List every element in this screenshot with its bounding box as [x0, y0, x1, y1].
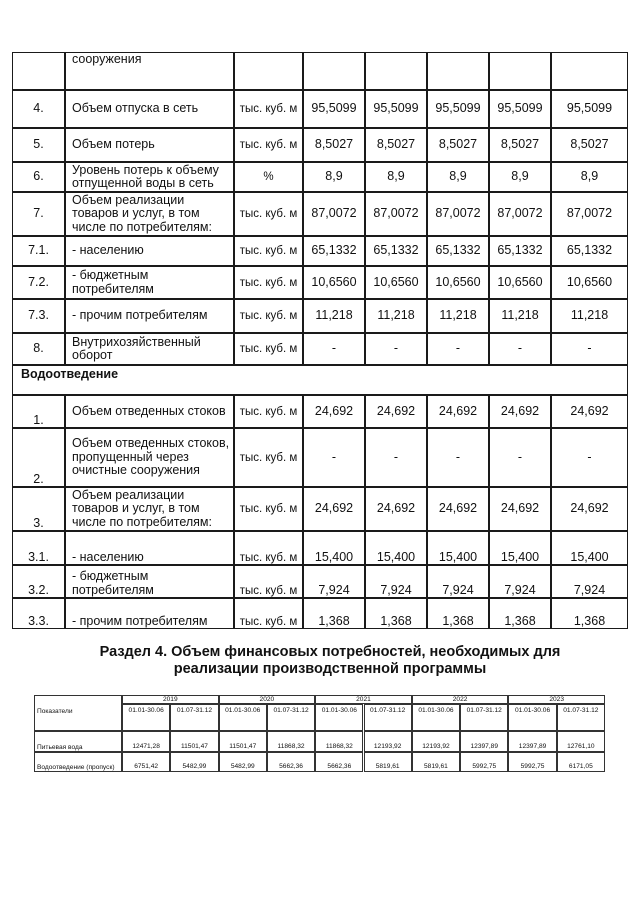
indicator-name: [65, 192, 234, 236]
value-cell: [427, 487, 489, 531]
section-4-title: Раздел 4. Объем финансовых потребностей, необходимых для реализации производственной программы: [99, 644, 561, 677]
year-header: 2023: [508, 695, 605, 704]
finance-value: 11501,47: [219, 731, 267, 752]
value-cell: [551, 299, 628, 333]
value-cell: [365, 192, 427, 236]
value-cell: [303, 52, 365, 90]
value-cell: [489, 90, 551, 128]
value-cell-text: 10,6560: [566, 274, 613, 289]
value-cell: [489, 162, 551, 192]
value-cell-text: 87,0072: [311, 206, 357, 221]
value-cell: [365, 395, 427, 428]
period-header: 01.07-31.12: [460, 704, 508, 731]
value-cell-text: -: [455, 449, 461, 464]
value-cell: [303, 266, 365, 299]
period-header: 01.07-31.12: [364, 704, 412, 731]
unit-cell: [234, 299, 303, 333]
value-cell-text: -: [393, 341, 399, 356]
value-cell-text: 65,1332: [373, 243, 419, 258]
value-cell-text: -: [331, 449, 337, 464]
value-cell: [489, 52, 551, 90]
row-number-text: 6.: [33, 169, 44, 184]
value-cell: [551, 90, 628, 128]
unit-cell: [234, 236, 303, 266]
indicator-name: [65, 598, 234, 629]
value-cell-text: 7,924: [573, 582, 606, 597]
row-number-text: 7.3.: [28, 308, 49, 323]
row-number: [12, 90, 65, 128]
value-cell: [365, 333, 427, 365]
finance-value: 5482,99: [219, 752, 267, 772]
finance-value: 11868,32: [267, 731, 315, 752]
indicator-name-text: Объем реализации товаров и услуг, в том числе по потребителям:: [72, 192, 212, 234]
value-cell-text: 24,692: [500, 403, 540, 418]
row-number-text: 3.: [33, 515, 44, 530]
value-cell-text: 95,5099: [497, 101, 543, 116]
unit-cell-text: тыс. куб. м: [239, 585, 298, 597]
value-cell: [551, 487, 628, 531]
row-number: [12, 128, 65, 162]
value-cell-text: 65,1332: [497, 243, 543, 258]
unit-cell-text: тыс. куб. м: [239, 276, 298, 289]
value-cell: [303, 90, 365, 128]
value-cell: [365, 266, 427, 299]
row-number-text: 1.: [33, 412, 44, 427]
value-cell-text: 7,924: [442, 582, 474, 597]
value-cell: [303, 162, 365, 192]
row-number: [12, 598, 65, 629]
row-number: [12, 162, 65, 192]
value-cell-text: 24,692: [376, 501, 416, 516]
value-cell: [489, 428, 551, 487]
period-header: 01.01-30.06: [508, 704, 556, 731]
value-cell-text: 24,692: [376, 403, 416, 418]
value-cell: [365, 565, 427, 598]
unit-cell-text: тыс. куб. м: [239, 552, 298, 564]
value-cell-text: -: [517, 449, 523, 464]
value-cell-text: 15,400: [570, 549, 609, 564]
value-cell-text: 87,0072: [566, 206, 613, 221]
finance-value: 11868,32: [315, 731, 363, 752]
value-cell-text: 15,400: [376, 549, 416, 564]
value-cell-text: 95,5099: [373, 101, 419, 116]
unit-cell-text: тыс. куб. м: [239, 503, 298, 515]
value-cell: [551, 565, 628, 598]
value-cell: [427, 395, 489, 428]
period-header: 01.01-30.06: [412, 704, 460, 731]
value-cell: [551, 162, 628, 192]
unit-cell-text: %: [263, 171, 274, 183]
indicator-name: [65, 90, 234, 128]
indicator-name-text: Объем потерь: [72, 137, 155, 152]
value-cell-text: 15,400: [438, 549, 478, 564]
value-cell-text: 24,692: [438, 501, 478, 516]
value-cell: [489, 236, 551, 266]
value-cell: [365, 52, 427, 90]
finance-value: 5819,61: [412, 752, 460, 772]
value-cell: [365, 428, 427, 487]
value-cell: [489, 192, 551, 236]
row-number: [12, 192, 65, 236]
value-cell-text: 11,218: [315, 308, 353, 323]
value-cell: [365, 531, 427, 565]
value-cell-text: 8,9: [387, 169, 405, 184]
value-cell: [427, 162, 489, 192]
year-header: 2019: [122, 695, 219, 704]
value-cell-text: 24,692: [438, 403, 478, 418]
indicator-name-text: - бюджетным потребителям: [72, 569, 154, 597]
year-header: 2021: [315, 695, 412, 704]
unit-cell: [234, 428, 303, 487]
finance-value: 12471,28: [122, 731, 170, 752]
indicator-name-text: Объем отпуска в сеть: [72, 101, 199, 116]
finance-value: 12193,92: [364, 731, 412, 752]
value-cell: [427, 299, 489, 333]
value-cell: [303, 531, 365, 565]
value-cell-text: 11,218: [501, 308, 539, 323]
value-cell: [551, 128, 628, 162]
row-number: [12, 52, 65, 90]
unit-cell: [234, 565, 303, 598]
indicator-name: [65, 487, 234, 531]
value-cell-text: 8,5027: [376, 137, 416, 152]
value-cell-text: 11,218: [439, 308, 477, 323]
value-cell-text: 95,5099: [435, 101, 481, 116]
row-number-text: 7.1.: [28, 243, 49, 258]
value-cell-text: 10,6560: [497, 274, 543, 289]
row-number-text: 3.3.: [28, 613, 49, 628]
finance-value: 11501,47: [170, 731, 218, 752]
value-cell-text: 7,924: [504, 582, 536, 597]
value-cell: [427, 90, 489, 128]
value-cell: [365, 299, 427, 333]
value-cell: [427, 192, 489, 236]
value-cell: [303, 128, 365, 162]
row-number: [12, 333, 65, 365]
value-cell-text: 7,924: [318, 582, 350, 597]
indicator-name-text: - бюджетным потребителям: [72, 268, 154, 296]
finance-value: 12761,10: [557, 731, 605, 752]
value-cell-text: -: [587, 449, 592, 464]
indicator-name-text: Уровень потерь к объему отпущенной воды в сеть: [72, 162, 219, 190]
value-cell: [303, 333, 365, 365]
value-cell-text: 8,9: [449, 169, 467, 184]
indicator-name-text: Объем реализации товаров и услуг, в том числе по потребителям:: [72, 487, 212, 529]
value-cell-text: 10,6560: [435, 274, 481, 289]
row-number: [12, 487, 65, 531]
value-cell-text: 8,9: [325, 169, 343, 184]
period-header: 01.01-30.06: [315, 704, 363, 731]
value-cell: [303, 487, 365, 531]
value-cell-text: 24,692: [500, 501, 540, 516]
section-water-disposal-text: Водоотведение: [21, 367, 119, 381]
indicator-name: [65, 236, 234, 266]
value-cell-text: -: [393, 449, 399, 464]
value-cell-text: -: [587, 341, 592, 356]
unit-cell-text: тыс. куб. м: [239, 616, 298, 628]
value-cell: [551, 236, 628, 266]
row-number-text: 7.: [33, 206, 44, 221]
row-number-text: 3.2.: [28, 582, 49, 597]
value-cell: [551, 333, 628, 365]
unit-cell: [234, 487, 303, 531]
value-cell: [551, 395, 628, 428]
finance-value: 12397,89: [460, 731, 508, 752]
finance-value: 5992,75: [508, 752, 556, 772]
value-cell: [365, 162, 427, 192]
unit-cell: [234, 598, 303, 629]
unit-cell-text: тыс. куб. м: [239, 405, 298, 418]
finance-value: 12397,89: [508, 731, 556, 752]
unit-cell: [234, 162, 303, 192]
finance-value: 5662,36: [315, 752, 363, 772]
value-cell: [427, 531, 489, 565]
unit-cell-text: тыс. куб. м: [239, 451, 298, 464]
unit-cell-text: тыс. куб. м: [239, 208, 298, 220]
value-cell: [489, 333, 551, 365]
finance-value: 5482,99: [170, 752, 218, 772]
indicator-name: [65, 333, 234, 365]
unit-cell: [234, 52, 303, 90]
value-cell: [489, 395, 551, 428]
value-cell: [551, 531, 628, 565]
value-cell-text: 15,400: [500, 549, 540, 564]
value-cell: [303, 565, 365, 598]
unit-cell: [234, 266, 303, 299]
row-number: [12, 428, 65, 487]
finance-row-label: Водоотведение (пропуск): [34, 752, 122, 772]
value-cell-text: 1,368: [442, 613, 474, 628]
value-cell: [489, 266, 551, 299]
indicator-name-text: - прочим потребителям: [72, 613, 208, 628]
value-cell: [551, 428, 628, 487]
header-label: Показатели: [34, 695, 122, 731]
value-cell: [427, 598, 489, 629]
value-cell-text: -: [517, 341, 523, 356]
indicator-name-text: Объем отведенных стоков, пропущенный через очистные сооружения: [72, 436, 230, 478]
value-cell: [427, 428, 489, 487]
value-cell-text: 24,692: [570, 403, 609, 418]
value-cell-text: 8,5027: [570, 137, 609, 152]
value-cell-text: 1,368: [504, 613, 536, 628]
value-cell-text: 1,368: [573, 613, 606, 628]
value-cell-text: 7,924: [380, 582, 412, 597]
indicator-name: [65, 531, 234, 565]
row-number-text: 3.1.: [28, 549, 49, 564]
unit-cell: [234, 90, 303, 128]
value-cell: [551, 266, 628, 299]
value-cell-text: 24,692: [314, 403, 354, 418]
value-cell-text: 8,5027: [438, 137, 478, 152]
finance-value: 5819,61: [364, 752, 412, 772]
unit-cell-text: тыс. куб. м: [239, 139, 298, 151]
value-cell-text: 95,5099: [566, 101, 613, 116]
period-header: 01.01-30.06: [219, 704, 267, 731]
value-cell-text: 11,218: [570, 308, 609, 323]
finance-value: 12193,92: [412, 731, 460, 752]
value-cell: [365, 598, 427, 629]
value-cell: [489, 598, 551, 629]
unit-cell-text: тыс. куб. м: [239, 103, 298, 115]
row-number: [12, 236, 65, 266]
indicator-name-text: - населению: [72, 243, 144, 258]
unit-cell-text: тыс. куб. м: [239, 310, 298, 322]
value-cell: [303, 192, 365, 236]
finance-value: 5662,36: [267, 752, 315, 772]
row-number-text: 8.: [33, 341, 44, 356]
value-cell-text: 1,368: [318, 613, 350, 628]
value-cell: [427, 52, 489, 90]
value-cell: [551, 192, 628, 236]
row-number: [12, 565, 65, 598]
value-cell: [489, 128, 551, 162]
value-cell: [303, 428, 365, 487]
finance-row-label: Питьевая вода: [34, 731, 122, 752]
indicator-name-text: Объем отведенных стоков: [72, 403, 226, 418]
indicator-name-text: - населению: [72, 549, 144, 564]
value-cell: [489, 487, 551, 531]
indicator-name-text: Внутрихозяйственный оборот: [72, 334, 201, 362]
value-cell: [489, 299, 551, 333]
value-cell: [365, 128, 427, 162]
period-header: 01.01-30.06: [122, 704, 170, 731]
year-header: 2022: [412, 695, 509, 704]
indicator-name-text: - прочим потребителям: [72, 308, 208, 323]
value-cell-text: 10,6560: [373, 274, 419, 289]
value-cell: [427, 128, 489, 162]
unit-cell: [234, 333, 303, 365]
indicator-name: [65, 266, 234, 299]
finance-value: 6171,05: [557, 752, 605, 772]
section-water-disposal: [12, 365, 628, 395]
period-header: 01.07-31.12: [170, 704, 218, 731]
value-cell-text: 87,0072: [435, 206, 481, 221]
indicator-name-text: сооружения: [72, 52, 142, 66]
value-cell-text: 65,1332: [566, 243, 613, 258]
unit-cell: [234, 531, 303, 565]
finance-value: 5992,75: [460, 752, 508, 772]
value-cell: [489, 565, 551, 598]
row-number-text: 2.: [33, 471, 44, 486]
value-cell-text: -: [455, 341, 461, 356]
value-cell-text: 8,5027: [314, 137, 354, 152]
finance-value: 6751,42: [122, 752, 170, 772]
value-cell: [427, 565, 489, 598]
value-cell: [303, 299, 365, 333]
row-number: [12, 531, 65, 565]
period-header: 01.07-31.12: [557, 704, 605, 731]
value-cell-text: 87,0072: [373, 206, 419, 221]
value-cell-text: 8,9: [580, 169, 599, 184]
indicator-name: [65, 52, 234, 90]
row-number-text: 5.: [33, 137, 44, 152]
value-cell-text: 24,692: [570, 501, 609, 516]
indicator-name: [65, 565, 234, 598]
value-cell: [303, 395, 365, 428]
value-cell-text: 8,9: [511, 169, 529, 184]
value-cell: [427, 266, 489, 299]
period-header: 01.07-31.12: [267, 704, 315, 731]
indicator-name: [65, 162, 234, 192]
value-cell-text: 1,368: [380, 613, 412, 628]
value-cell-text: 15,400: [314, 549, 354, 564]
row-number: [12, 299, 65, 333]
value-cell-text: 10,6560: [311, 274, 357, 289]
value-cell: [427, 236, 489, 266]
unit-cell: [234, 395, 303, 428]
unit-cell-text: тыс. куб. м: [239, 245, 298, 257]
unit-cell: [234, 128, 303, 162]
value-cell: [365, 487, 427, 531]
value-cell-text: 11,218: [377, 308, 415, 323]
year-header: 2020: [219, 695, 316, 704]
value-cell-text: 24,692: [314, 501, 354, 516]
value-cell: [427, 333, 489, 365]
value-cell-text: -: [331, 341, 337, 356]
value-cell-text: 8,5027: [500, 137, 540, 152]
value-cell-text: 65,1332: [435, 243, 481, 258]
value-cell: [551, 52, 628, 90]
value-cell-text: 65,1332: [311, 243, 357, 258]
row-number: [12, 395, 65, 428]
value-cell: [303, 236, 365, 266]
indicator-name: [65, 428, 234, 487]
indicator-name: [65, 128, 234, 162]
indicator-name: [65, 299, 234, 333]
unit-cell: [234, 192, 303, 236]
indicator-name: [65, 395, 234, 428]
value-cell-text: 87,0072: [497, 206, 543, 221]
unit-cell-text: тыс. куб. м: [239, 343, 298, 355]
value-cell: [551, 598, 628, 629]
row-number: [12, 266, 65, 299]
value-cell: [489, 531, 551, 565]
row-number-text: 7.2.: [28, 274, 49, 289]
row-number-text: 4.: [33, 101, 44, 116]
value-cell: [365, 90, 427, 128]
value-cell: [365, 236, 427, 266]
value-cell-text: 95,5099: [311, 101, 357, 116]
value-cell: [303, 598, 365, 629]
